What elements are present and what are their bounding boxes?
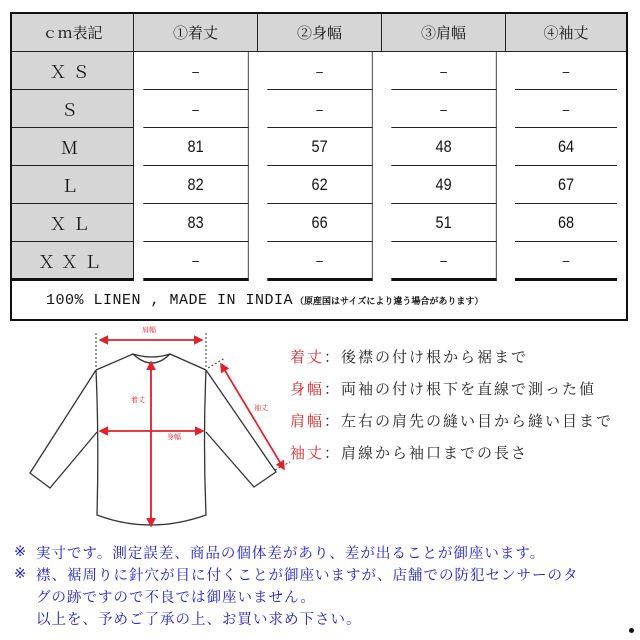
legend-term: 着丈 xyxy=(290,347,325,366)
legend-item xyxy=(290,372,613,404)
sleeve-length-value: 68 xyxy=(515,204,617,242)
size-label: ＸＳ xyxy=(12,52,134,90)
note-text: 襟、裾周りに針穴が目に付くことが御座いますが、店舗での防犯センサーのタ xyxy=(36,567,579,584)
header-body-width: ②身幅 xyxy=(258,14,382,52)
length-value: 83 xyxy=(143,204,248,242)
measurement-legend xyxy=(290,340,613,468)
note-line xyxy=(14,607,579,629)
sleeve-length-value: – xyxy=(515,242,617,281)
size-label: Ｍ xyxy=(12,128,134,166)
note-line xyxy=(14,585,579,607)
shoulder-width-value: – xyxy=(391,52,496,90)
size-label: ＸＬ xyxy=(12,204,134,242)
note-mark: ※ xyxy=(14,544,28,560)
dot-marker xyxy=(629,628,634,633)
note-text: 実寸です。測定誤差、商品の個体差があり、差が出ることが御座います。 xyxy=(36,545,546,562)
diagram-label-shoulder-width: 肩幅 xyxy=(142,326,156,334)
note-mark: ※ xyxy=(14,566,28,582)
diagram-label-body-width: 身幅 xyxy=(167,433,181,441)
shoulder-width-value: 49 xyxy=(391,166,496,204)
note-line xyxy=(14,541,579,563)
shoulder-width-value: 51 xyxy=(391,204,496,242)
legend-desc: ：肩線から袖口までの長さ xyxy=(324,443,529,462)
shoulder-width-value: – xyxy=(391,242,496,281)
shoulder-width-value: 48 xyxy=(391,128,496,166)
size-table xyxy=(10,12,628,321)
size-grid xyxy=(12,14,626,281)
shirt-icon xyxy=(0,322,290,537)
disclaimer-notes xyxy=(14,541,579,629)
length-value: – xyxy=(143,90,248,128)
body-width-value: 62 xyxy=(267,166,372,204)
legend-desc: ：後襟の付け根から裾まで xyxy=(324,347,529,366)
body-width-value: – xyxy=(267,242,372,281)
shoulder-width-value: – xyxy=(391,90,496,128)
legend-desc: ：両袖の付け根下を直線で測った値 xyxy=(324,379,597,398)
legend-item xyxy=(290,404,613,436)
legend-item xyxy=(290,436,613,468)
origin-note: （原産国はサイズにより違う場合があります） xyxy=(295,296,484,307)
size-label: ＸＸＬ xyxy=(12,242,134,281)
body-width-value: 57 xyxy=(267,128,372,166)
size-label: Ｓ xyxy=(12,90,134,128)
header-shoulder-width: ③肩幅 xyxy=(382,14,506,52)
header-unit: ｃｍ表記 xyxy=(12,14,134,52)
note-text: 以上を、予めご了承の上、お買い求め下さい。 xyxy=(36,611,362,628)
note-line xyxy=(14,563,579,585)
legend-term: 袖丈 xyxy=(290,443,325,462)
shirt-measurement-diagram xyxy=(0,322,290,537)
material-footer xyxy=(12,281,626,319)
length-value: 81 xyxy=(143,128,248,166)
body-width-value: 66 xyxy=(267,204,372,242)
header-length: ①着丈 xyxy=(134,14,258,52)
note-text: グの跡ですので不良では御座いません。 xyxy=(36,589,316,606)
size-label: Ｌ xyxy=(12,166,134,204)
header-sleeve-length: ④袖丈 xyxy=(506,14,626,52)
body-width-value: – xyxy=(267,52,372,90)
legend-term: 身幅 xyxy=(290,379,325,398)
legend-desc: ：左右の肩先の縫い目から縫い目まで xyxy=(324,411,614,430)
sleeve-length-value: 67 xyxy=(515,166,617,204)
legend-item xyxy=(290,340,613,372)
sleeve-length-value: 64 xyxy=(515,128,617,166)
length-value: – xyxy=(143,242,248,281)
length-value: 82 xyxy=(143,166,248,204)
sleeve-length-value: – xyxy=(515,52,617,90)
diagram-label-sleeve-length: 袖丈 xyxy=(254,404,268,412)
diagram-label-length: 着丈 xyxy=(131,396,145,404)
legend-term: 肩幅 xyxy=(290,411,325,430)
sleeve-length-value: – xyxy=(515,90,617,128)
length-value: – xyxy=(143,52,248,90)
body-width-value: – xyxy=(267,90,372,128)
material-text: 100% LINEN , MADE IN INDIA xyxy=(46,291,294,309)
